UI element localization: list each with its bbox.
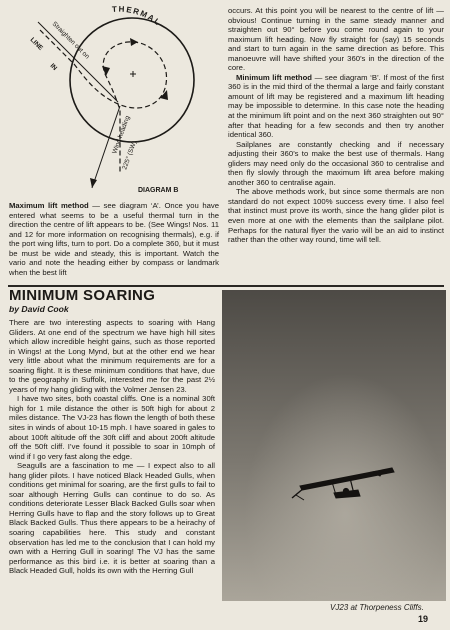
thermal-circle <box>70 18 194 142</box>
minimum-lift-lead: Minimum lift method <box>236 72 313 82</box>
paragraph: Sailplanes are constantly checking and if necessary adjusting their 360’s to make the best use of thermals. Hang gliders may need only do the occasional 360 to centralise and then fly slowly through the maximum lift area before making another 360 to centralise again. <box>228 139 444 187</box>
wind-arrow <box>90 178 97 188</box>
straighten-line <box>38 22 118 102</box>
paragraph: The above methods work, but since some thermals are non standard do not expect 100% success every time. I also feel that instinct must prove its worth, since the hang glider pilot is even more at one with the elements than the sailplane pilot. Perhaps for the natural flyer the vario will be an aid to instinct rather than the other way round, time will tell. <box>228 187 444 245</box>
in-label: IN <box>48 62 59 73</box>
maximum-lift-text: — see diagram ‘A’. Once you have entered what seems to be a useful thermal turn in the direction the centre of lift appears to be. (See Wings! Nos. 11 and 12 for more information on recognising thermals), e.g. if the port wing lifts, turn to port. Do a complete 360, but it must be must be wide and steady, this is important. Watch the vario and note the heading either by compass or landmark when the best lift <box>9 201 219 277</box>
right-column-text <box>228 6 444 245</box>
straighten-label: Straighten out on <box>50 20 91 61</box>
flight-path <box>40 30 167 172</box>
article-byline: by David Cook <box>9 304 69 314</box>
photo-caption: VJ23 at Thorpeness Cliffs. <box>330 603 424 612</box>
maximum-lift-lead: Maximum lift method <box>9 201 89 210</box>
article-title: MINIMUM SOARING <box>9 287 156 304</box>
path-arrow <box>102 66 110 76</box>
thermal-label: THERMAL <box>111 4 163 28</box>
svg-text:THERMAL <box>112 5 163 28</box>
hang-glider-photo <box>222 290 446 601</box>
maximum-lift-section <box>9 201 219 277</box>
wind-degrees: 225° (SW) <box>121 140 139 171</box>
article-body <box>9 318 215 576</box>
paragraph: occurs. At this point you will be nearest to the centre of lift — obvious! Continue turning in the same steady manner and straighten out 90° before you come round again to your maximum lift heading. Now fly straight for (say) 15 seconds and start to turn again in the same direction as before. This manoeuvre will have shifted your 360’s in the direction of the core. <box>228 6 444 73</box>
minimum-lift-text: — see diagram ‘B’. If most of the first 360 is in the mid third of the thermal a large and fairly constant amount of lift may be registered and a maximum lift heading may be impossible to determine. In this case note the heading at the minimum lift point and on the next 360 straighten out 90° after that heading for a few seconds and then try another identical 360. <box>228 72 444 140</box>
diagram-label: DIAGRAM B <box>138 187 179 194</box>
path-arrow <box>130 38 138 46</box>
paragraph: Seagulls are a fascination to me — I expect also to all hang glider pilots. I have noticed Black Headed Gulls, when conditions get minimal for soaring, are the first gulls to fail to soar although Herring Gulls can continue to do so. As conditions deteriorate Lesser Black Backed Gulls soar when Herring Gulls have to flap and the story follows up to Great Black Backed Gulls. Thus there appears to be a heirachy of soaring capabilities here. This study and constant observation has led me to the conclusion that I can hold my own with a Herring Gull in soaring! The VJ has the same performance as this bird i.e. it is better at soaring than a Black Headed Gull, holds its own with the Herring Gull <box>9 461 215 576</box>
paragraph: There are two interesting aspects to soaring with Hang Gliders. At one end of the spectrum we have high hill sites which allow incredible height gains, such as those reported in Wings! at the Long Mynd, but at the other end we hear very little about what the minimum requirements are for a soaring flight. It is these minimum conditions that have, due to the geography in Suffolk, interested me for the past 2½ years of my hang gliding with the Volmer Jensen 23. <box>9 318 215 394</box>
page-number: 19 <box>418 614 429 624</box>
wind-label: Wind heading <box>111 114 132 155</box>
paragraph: I have two sites, both coastal cliffs. One is a nominal 30ft high for 1 mile distance the other is 50ft high for about 2 miles distance. The VJ-23 has flown the length of both these sites in winds of about 10-15 mph. I have soared in gales to about 100ft altitude off the 30ft cliff and about 200ft altitude off the 50ft cliff. I’ve found it possible to soar in 10mph of wind if I go very fast along the edge. <box>9 394 215 461</box>
line-label: LINE <box>28 36 45 52</box>
thermal-diagram <box>10 2 220 202</box>
